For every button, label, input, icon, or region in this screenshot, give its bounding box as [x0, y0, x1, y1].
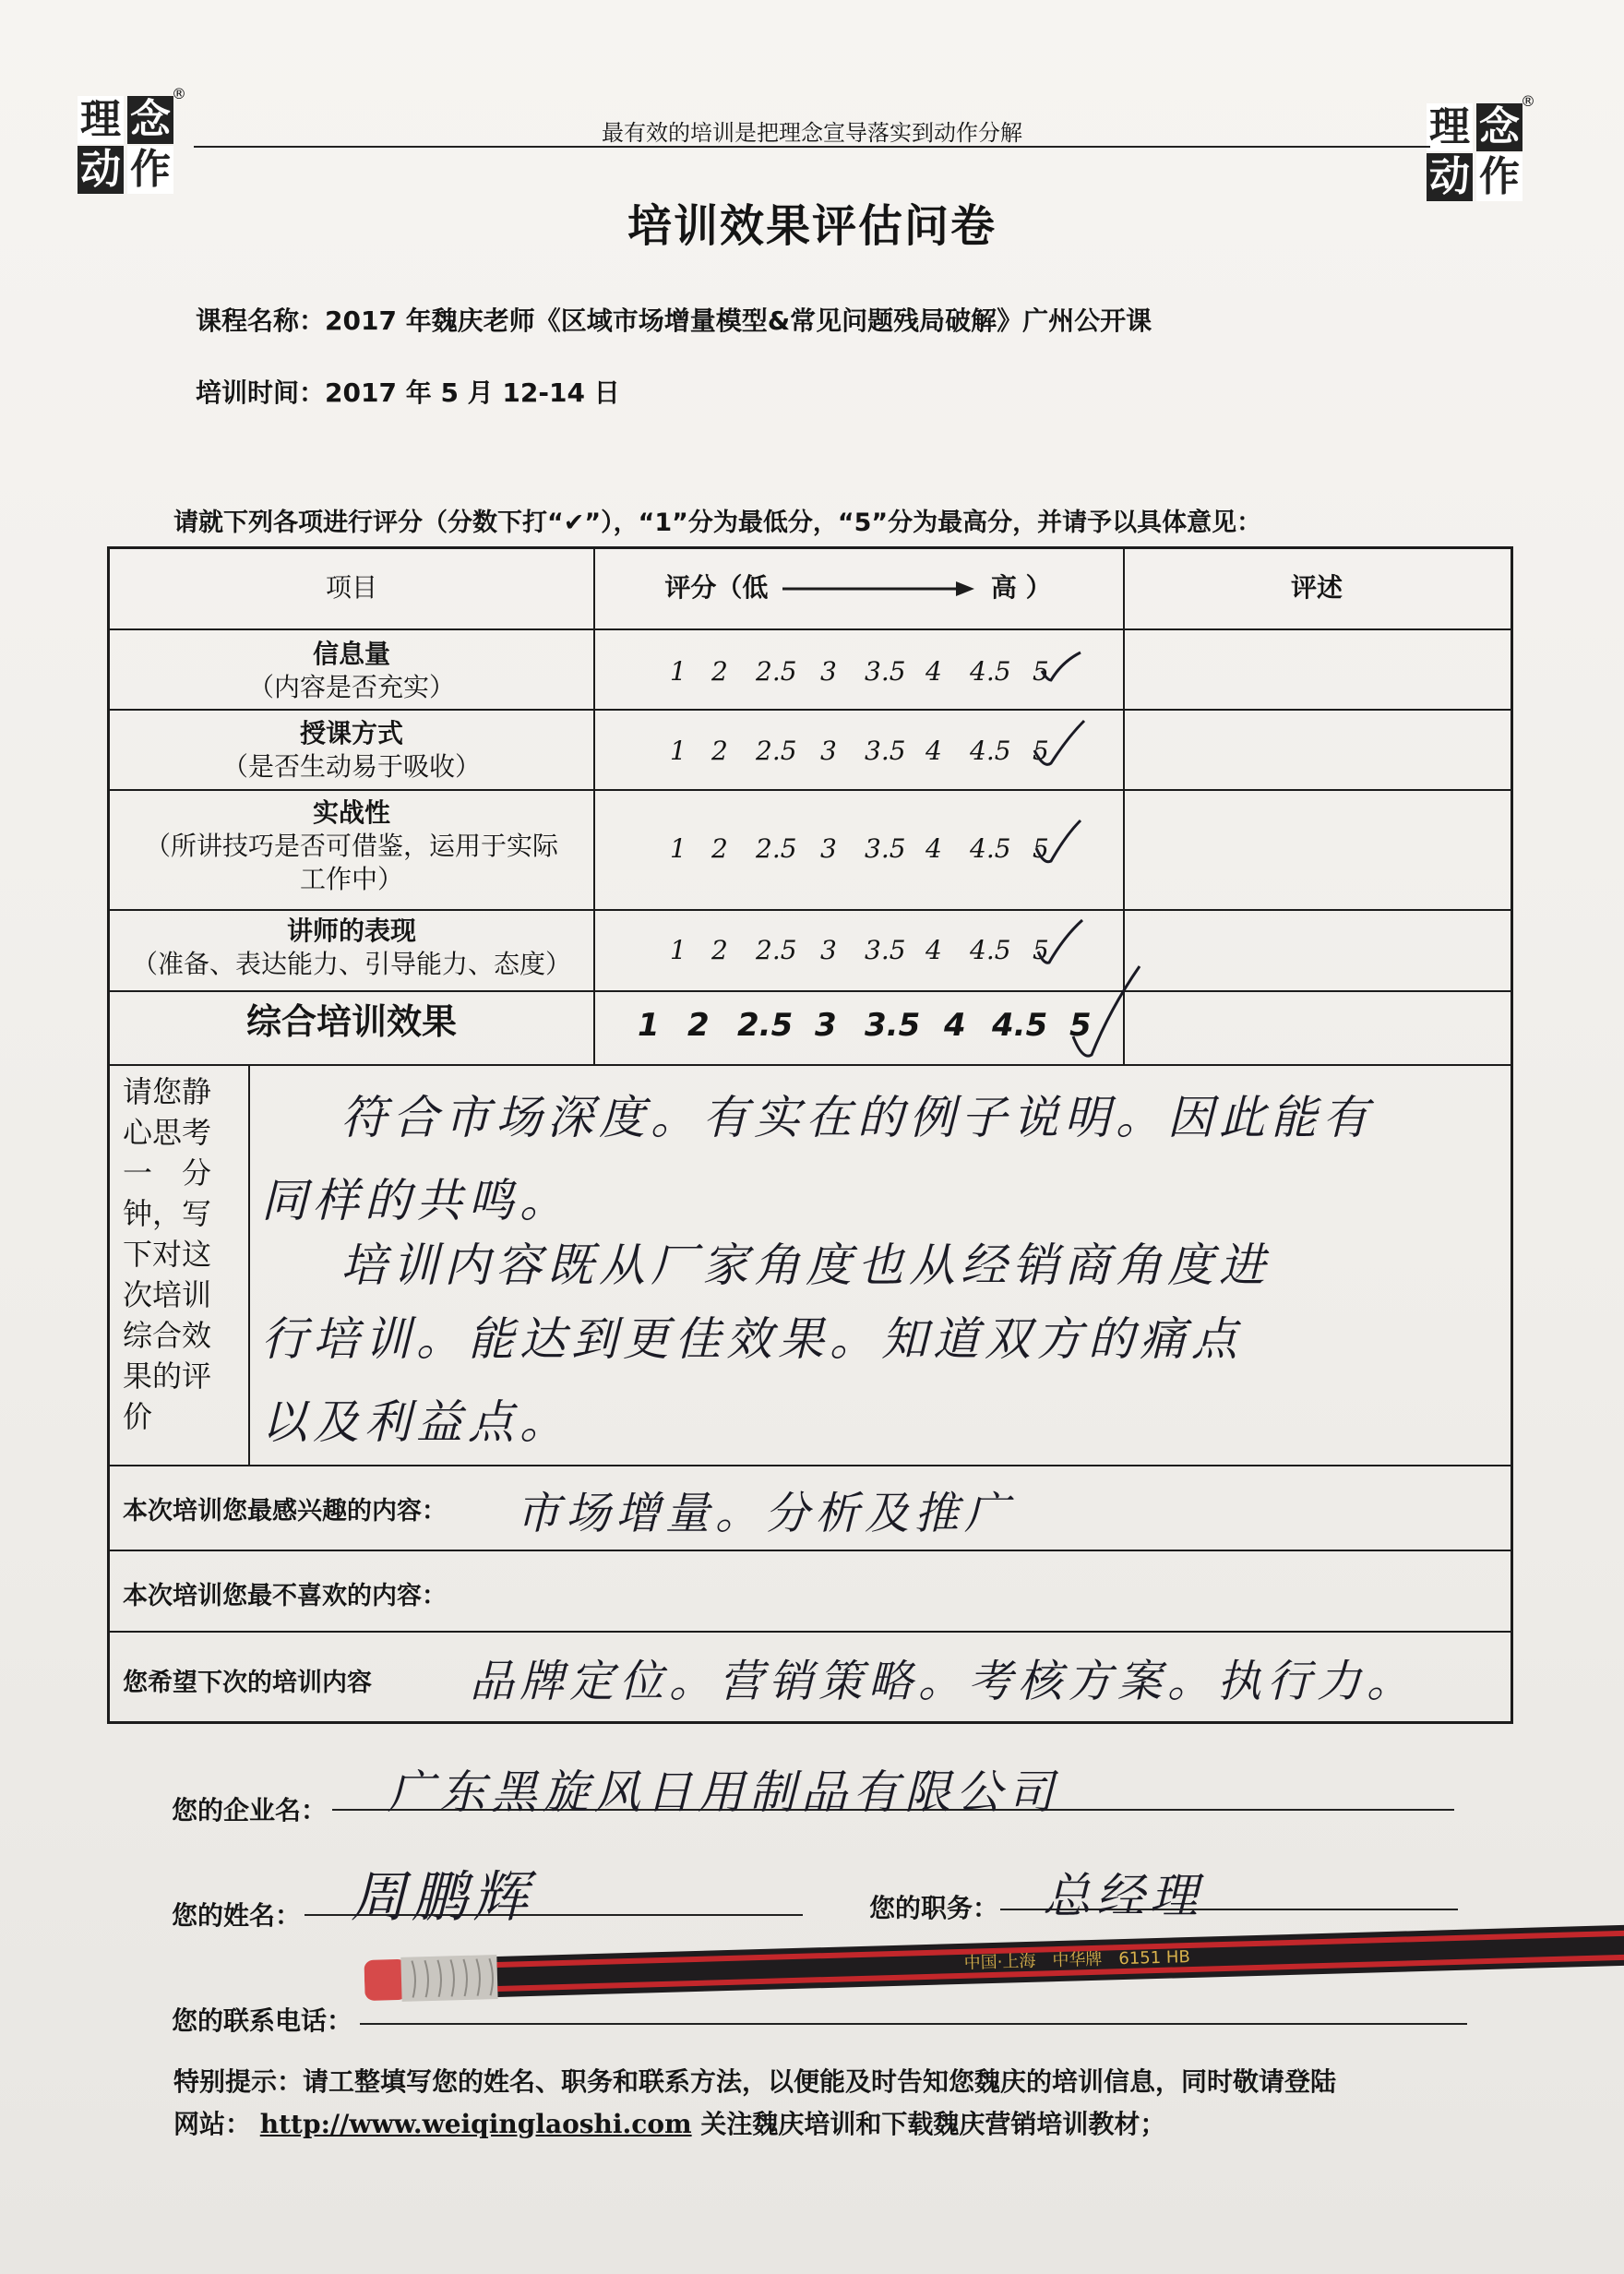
- dislike-label: 本次培训您最不喜欢的内容：: [123, 1582, 447, 1610]
- score-option[interactable]: 4: [925, 736, 942, 766]
- phone-underline: [360, 2023, 1467, 2025]
- score-option[interactable]: 4: [925, 935, 942, 965]
- row-subtitle: （内容是否充实）: [247, 672, 455, 702]
- logo-char: 理: [1427, 103, 1473, 151]
- logo-char: 动: [78, 146, 124, 194]
- score-option[interactable]: 2: [711, 935, 728, 965]
- score-option-checked[interactable]: 5: [1069, 1007, 1092, 1044]
- row-title: 实战性: [312, 797, 390, 828]
- reflection-answer-line[interactable]: 培训内容既从厂家角度也从经销商角度进: [340, 1239, 1271, 1292]
- score-option[interactable]: 3: [820, 935, 837, 965]
- favorite-label: 本次培训您最感兴趣的内容：: [123, 1497, 447, 1526]
- row-label-practical: [110, 796, 593, 896]
- score-option[interactable]: 4.5: [970, 833, 1011, 864]
- course-label: 课程名称：: [196, 305, 326, 336]
- favorite-answer[interactable]: 市场增量。分析及推广: [516, 1488, 1015, 1539]
- reflection-answer-line[interactable]: 以及利益点。: [261, 1395, 571, 1449]
- score-option[interactable]: 2: [711, 833, 728, 864]
- evaluation-table: [107, 546, 1513, 1724]
- score-option[interactable]: 1: [670, 935, 687, 965]
- score-option[interactable]: 3.5: [865, 833, 906, 864]
- company-label: 您的企业名：: [172, 1795, 328, 1825]
- score-option[interactable]: 2: [711, 656, 728, 687]
- row-subtitle: （所讲技巧是否可借鉴，运用于实际: [144, 831, 558, 861]
- score-option[interactable]: 4: [944, 1007, 966, 1044]
- score-option[interactable]: 3.5: [865, 736, 906, 766]
- row-title: 授课方式: [299, 718, 403, 748]
- logo-char: 动: [1427, 153, 1473, 201]
- footer-web: [173, 2104, 1165, 2141]
- score-option[interactable]: 1: [670, 736, 687, 766]
- row-label-method: [110, 717, 593, 784]
- registered-icon: ®: [1521, 92, 1535, 110]
- score-option[interactable]: 3: [820, 736, 837, 766]
- registered-icon: ®: [172, 85, 186, 102]
- course-value: 2017 年魏庆老师《区域市场增量模型&常见问题残局破解》广州公开课: [325, 305, 1152, 336]
- col-divider: [248, 1064, 250, 1465]
- score-option[interactable]: 1: [670, 656, 687, 687]
- row-divider: [110, 789, 1511, 791]
- score-option[interactable]: 2: [687, 1007, 710, 1044]
- row-label-lecturer: [110, 915, 593, 981]
- prompt-line: 综合效: [123, 1318, 212, 1353]
- header-score-high: 高 ）: [990, 572, 1052, 603]
- row-subtitle: （准备、表达能力、引导能力、态度）: [131, 949, 571, 979]
- position-label: 您的职务：: [869, 1893, 999, 1923]
- prompt-line: 果的评: [123, 1358, 212, 1394]
- score-option[interactable]: 2.5: [756, 656, 797, 687]
- logo-char: 作: [1476, 153, 1522, 201]
- score-option-checked[interactable]: 5: [1033, 833, 1049, 864]
- score-option[interactable]: 1: [638, 1007, 660, 1044]
- prompt-line: 次培训: [123, 1277, 212, 1312]
- score-option[interactable]: 3.5: [865, 1007, 921, 1044]
- prompt-line: 一 分: [123, 1155, 212, 1191]
- time-line: [196, 373, 620, 410]
- score-option[interactable]: 4: [925, 833, 942, 864]
- reflection-prompt: [123, 1071, 233, 1437]
- row-subtitle: （是否生动易于吸收）: [221, 751, 481, 782]
- pencil-image: [364, 1920, 1624, 2006]
- col-divider: [593, 549, 595, 1064]
- header-score: [593, 571, 1123, 604]
- score-option-checked[interactable]: 5: [1033, 656, 1049, 687]
- header-rule: [194, 146, 1430, 148]
- reflection-answer-line[interactable]: 符合市场深度。有实在的例子说明。因此能有: [340, 1091, 1374, 1144]
- row-divider: [110, 1064, 1511, 1066]
- slogan: 最有效的培训是把理念宣导落实到动作分解: [602, 120, 1022, 146]
- footer-note: 特别提示：请工整填写您的姓名、职务和联系方法，以便能及时告知您魏庆的培训信息，同时敬请登陆: [173, 2066, 1337, 2097]
- name-label: 您的姓名：: [172, 1900, 302, 1931]
- score-option[interactable]: 1: [670, 833, 687, 864]
- prompt-line: 钟，写: [123, 1196, 212, 1231]
- logo-char: 念: [127, 96, 173, 144]
- score-option-checked[interactable]: 5: [1033, 736, 1049, 766]
- reflection-answer-line[interactable]: 同样的共鸣。: [261, 1174, 571, 1227]
- header-comment: 评述: [1290, 572, 1343, 603]
- score-option[interactable]: 4.5: [970, 656, 1011, 687]
- logo-char: 念: [1476, 103, 1522, 151]
- time-value: 2017 年 5 月 12-14 日: [325, 377, 620, 408]
- time-label: 培训时间：: [196, 377, 326, 408]
- score-option[interactable]: 3.5: [865, 656, 906, 687]
- header-item: 项目: [325, 572, 377, 603]
- score-option-checked[interactable]: 5: [1033, 935, 1049, 965]
- score-option[interactable]: 4.5: [970, 935, 1011, 965]
- next-topic-answer[interactable]: 品牌定位。营销策略。考核方案。执行力。: [470, 1656, 1417, 1707]
- checkmark-icon: [1038, 649, 1084, 686]
- score-option[interactable]: 3: [815, 1007, 837, 1044]
- row-divider: [110, 990, 1511, 992]
- score-option[interactable]: 3.5: [865, 935, 906, 965]
- prompt-line: 心思考: [123, 1115, 212, 1150]
- row-divider: [110, 709, 1511, 711]
- reflection-answer-line[interactable]: 行培训。能达到更佳效果。知道双方的痛点: [261, 1312, 1243, 1366]
- row-label-info: [110, 638, 593, 704]
- phone-label: 您的联系电话：: [172, 2005, 353, 2036]
- score-option[interactable]: 4: [925, 656, 942, 687]
- name-answer[interactable]: 周鹏辉: [351, 1865, 533, 1930]
- row-divider: [110, 1465, 1511, 1466]
- checkmark-icon: [1031, 717, 1088, 772]
- company-answer[interactable]: 广东黑旋风日用制品有限公司: [388, 1765, 1059, 1819]
- logo-char: 理: [78, 96, 124, 144]
- instruction: 请就下列各项进行评分（分数下打“✔”），“1”分为最低分，“5”分为最高分，并请予以具体意见：: [173, 509, 1262, 537]
- prompt-line: 下对这: [123, 1237, 212, 1272]
- header-score-low: 评分（低: [664, 572, 769, 603]
- score-option[interactable]: 2: [711, 736, 728, 766]
- row-divider: [110, 1631, 1511, 1633]
- checkmark-icon: [1069, 963, 1143, 1064]
- score-option[interactable]: 2.5: [756, 736, 797, 766]
- brand-logo-right: [1427, 92, 1535, 205]
- logo-char: 作: [127, 146, 173, 194]
- arrow-right-icon: [782, 580, 976, 598]
- row-divider: [110, 1550, 1511, 1551]
- score-option[interactable]: 3: [820, 656, 837, 687]
- row-subtitle-cont: 工作中）: [299, 864, 403, 894]
- row-title: 讲师的表现: [286, 916, 416, 946]
- course-line: [196, 301, 1152, 338]
- page-title: 培训效果评估问卷: [627, 200, 997, 252]
- score-option[interactable]: 4.5: [970, 736, 1011, 766]
- checkmark-icon: [1033, 817, 1084, 868]
- score-option[interactable]: 3: [820, 833, 837, 864]
- prompt-line: 请您静: [123, 1074, 212, 1109]
- prompt-line: 价: [123, 1399, 153, 1434]
- score-option[interactable]: 2.5: [756, 833, 797, 864]
- website-link[interactable]: http://www.weiqinglaoshi.com: [259, 2109, 692, 2139]
- row-divider: [110, 909, 1511, 911]
- row-label-overall: 综合培训效果: [245, 1001, 457, 1042]
- position-answer[interactable]: 总经理: [1043, 1869, 1204, 1924]
- score-option[interactable]: 2.5: [756, 935, 797, 965]
- score-option[interactable]: 2.5: [737, 1007, 794, 1044]
- web-label: 网站：: [173, 2109, 252, 2139]
- row-divider: [110, 628, 1511, 630]
- next-topic-label: 您希望下次的培训内容: [123, 1669, 372, 1697]
- score-option[interactable]: 4.5: [992, 1007, 1048, 1044]
- pencil-label: 中国·上海 中华牌 6151 HB: [963, 1947, 1191, 1973]
- footer-tail: 关注魏庆培训和下载魏庆营销培训教材；: [700, 2109, 1166, 2139]
- row-title: 信息量: [312, 639, 390, 669]
